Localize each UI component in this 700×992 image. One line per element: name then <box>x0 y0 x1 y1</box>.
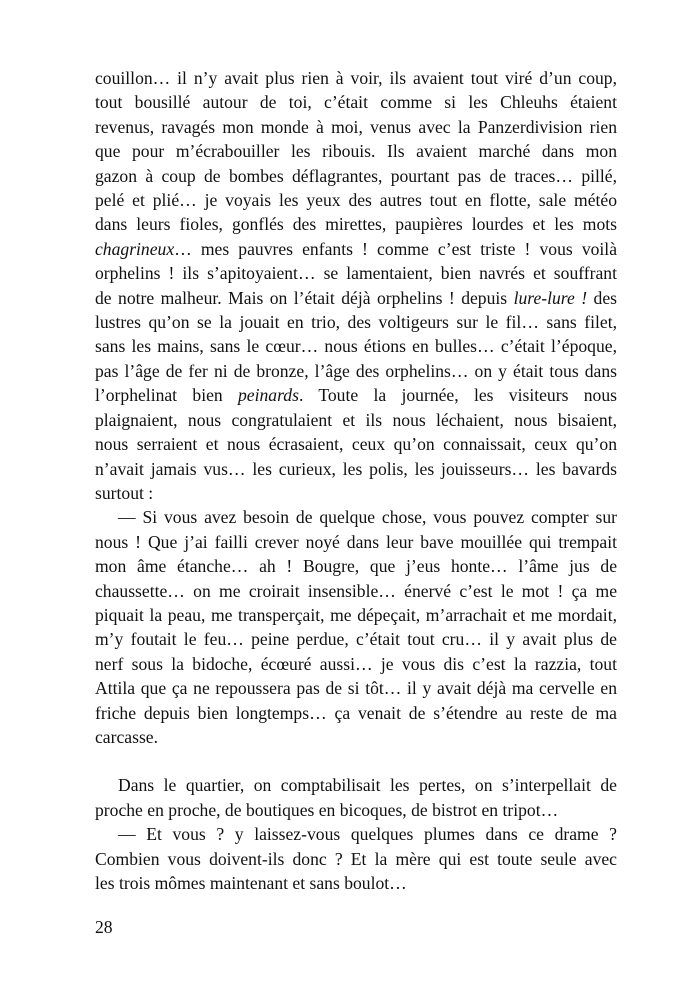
text-line: m’y foutait le feu… peine perdue, c’était tout cru… il y avait plus de <box>95 629 617 650</box>
text-line: lustres qu’on se la jouait en trio, des voltigeurs sur le fil… sans filet, <box>95 312 617 333</box>
text-line: de notre malheur. Mais on l’était déjà orphelins ! depuis lure-lure ! des <box>95 287 617 308</box>
paragraph <box>95 66 617 505</box>
italic-phrase: chagrineux <box>95 238 175 259</box>
text-line: nous ! Que j’ai failli crever noyé dans leur bave mouillée qui trempait <box>95 531 617 552</box>
paragraph <box>95 773 617 822</box>
text-line: n’avait jamais vus… les curieux, les polis, les jouisseurs… les bavards <box>95 458 617 479</box>
text-line: — Si vous avez besoin de quelque chose, vous pouvez compter sur <box>118 507 617 528</box>
paragraph <box>95 505 617 749</box>
text-line: proche en proche, de boutiques en bicoques, de bistrot en tripot… <box>95 799 559 820</box>
text-line: orphelins ! ils s’apitoyaient… se lamentaient, bien navrés et souffrant <box>95 263 617 284</box>
paragraph-gap <box>95 749 617 773</box>
body-text <box>95 66 617 895</box>
text-line: dans leurs fioles, gonflés des mirettes, paupières lourdes et les mots <box>95 214 617 235</box>
text-line: — Et vous ? y laissez-vous quelques plumes dans ce drame ? <box>118 824 617 845</box>
text-line: gazon à coup de bombes déflagrantes, pourtant pas de traces… pillé, <box>95 165 617 186</box>
text-line: friche depuis bien longtemps… ça venait de s’étendre au reste de ma <box>95 702 617 723</box>
text-line: que pour m’écrabouiller les ribouis. Ils avaient marché dans mon <box>95 141 617 162</box>
text-line: revenus, ravagés mon monde à moi, venus avec la Panzerdivision rien <box>95 116 617 137</box>
text-line: couillon… il n’y avait plus rien à voir, ils avaient tout viré d’un coup, <box>95 68 617 88</box>
page-number: 28 <box>95 917 113 937</box>
text-line: pas l’âge de fer ni de bronze, l’âge des orphelins… on y était tous dans <box>95 360 617 381</box>
text-line: chagrineux… mes pauvres enfants ! comme c’est triste ! vous voilà <box>95 238 617 259</box>
italic-phrase: peinards <box>238 385 299 406</box>
text-line: plaignaient, nous congratulaient et ils nous léchaient, nous bisaient, <box>95 409 617 430</box>
book-page <box>95 66 617 895</box>
italic-phrase: lure-lure ! <box>513 287 588 308</box>
text-line: sans les mains, sans le cœur… nous étions en bulles… c’était l’époque, <box>95 336 617 357</box>
text-line: tout bousillé autour de toi, c’était comme si les Chleuhs étaient <box>95 92 617 113</box>
text-line: nerf sous la bidoche, écœuré aussi… je vous dis c’est la razzia, tout <box>95 653 617 674</box>
text-line: chaussette… on me croirait insensible… énervé c’est le mot ! ça me <box>95 580 617 601</box>
text-line: surtout : <box>95 482 154 503</box>
text-line: pelé et plié… je voyais les yeux des autres tout en flotte, sale météo <box>95 190 617 211</box>
paragraph <box>95 822 617 895</box>
text-line: l’orphelinat bien peinards. Toute la journée, les visiteurs nous <box>95 385 617 406</box>
text-line: Combien vous doivent-ils donc ? Et la mère qui est toute seule avec <box>95 848 617 869</box>
text-line: Attila que ça ne repoussera pas de si tôt… il y avait déjà ma cervelle en <box>95 678 617 699</box>
text-line: piquait la peau, me transperçait, me dépeçait, m’arrachait et me mordait, <box>95 604 617 625</box>
text-line: les trois mômes maintenant et sans boulot… <box>95 873 407 893</box>
text-line: Dans le quartier, on comptabilisait les pertes, on s’interpellait de <box>118 775 617 796</box>
text-line: carcasse. <box>95 726 158 747</box>
text-line: nous serraient et nous écrasaient, ceux qu’on connaissait, ceux qu’on <box>95 434 617 455</box>
text-line: mon âme étanche… ah ! Bougre, que j’eus honte… l’âme jus de <box>95 556 617 577</box>
